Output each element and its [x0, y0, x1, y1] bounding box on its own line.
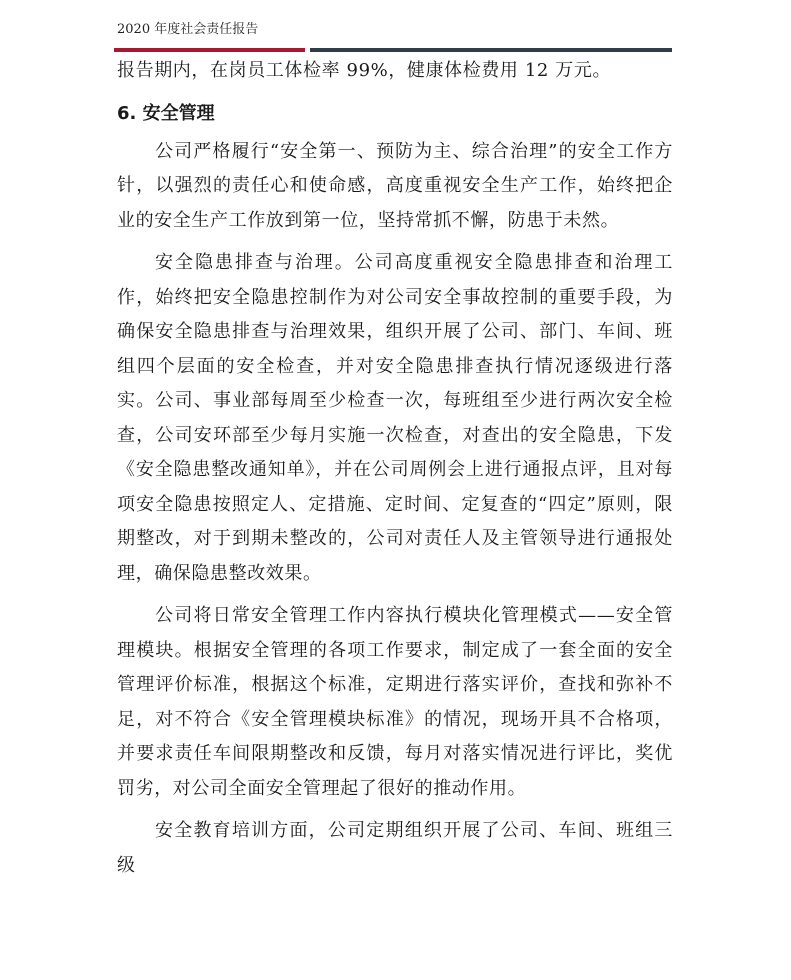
paragraph-modular-management: 公司将日常安全管理工作内容执行模块化管理模式——安全管理模块。根据安全管理的各项工作要求，制定成了一套全面的安全管理评价标准，根据这个标准，定期进行落实评价，查找和弥补不足，对不符合《安全管理模块标准》的情况，现场开具不合格项，并要求责任车间限期整改和反馈，每月对落实情况进行评比，奖优罚劣，对公司全面安全管理起了很好的推动作用。	[117, 605, 673, 799]
document-body	[117, 54, 673, 883]
paragraph-safety-policy: 公司严格履行“安全第一、预防为主、综合治理”的安全工作方针，以强烈的责任心和使命感，高度重视安全生产工作，始终把企业的安全生产工作放到第一位，坚持常抓不懈，防患于未然。	[117, 140, 673, 231]
paragraph-hazard-inspection: 安全隐患排查与治理。公司高度重视安全隐患排查和治理工作，始终把安全隐患控制作为对公司安全事故控制的重要手段，为确保安全隐患排查与治理效果，组织开展了公司、部门、车间、班组四个层面的安全检查，并对安全隐患排查执行情况逐级进行落实。公司、事业部每周至少检查一次，每班组至少进行两次安全检查，公司安环部至少每月实施一次检查，对查出的安全隐患，下发《安全隐患整改通知单》，并在公司周例会上进行通报点评，且对每项安全隐患按照定人、定措施、定时间、定复查的“四定”原则，限期整改，对于到期未整改的，公司对责任人及主管领导进行通报处理，确保隐患整改效果。	[117, 252, 673, 584]
lead-paragraph: 报告期内，在岗员工体检率 99%，健康体检费用 12 万元。	[117, 60, 612, 81]
header-accent-bar-red	[114, 48, 305, 52]
paragraph-safety-training: 安全教育培训方面，公司定期组织开展了公司、车间、班组三级	[117, 820, 673, 876]
report-header-title: 2020 年度社会责任报告	[117, 22, 259, 37]
header-accent-bar-dark	[310, 48, 672, 52]
section-heading: 6. 安全管理	[117, 102, 215, 124]
